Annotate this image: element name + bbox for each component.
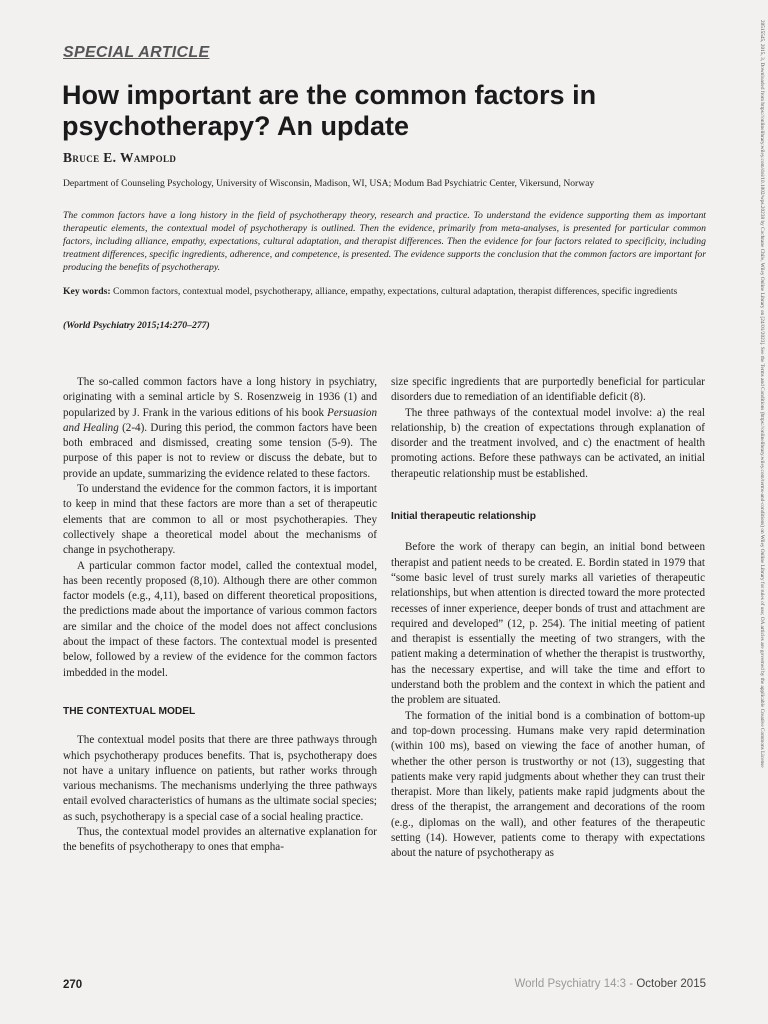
issue-date: October 2015 bbox=[636, 978, 706, 990]
journal-footer bbox=[514, 978, 706, 990]
paragraph: The formation of the initial bond is a combination of bottom-up and top-down processing. Humans make very rapid determination (within 100 ms), based on viewing the face of another human, of whether the other person is trustworthy or not (13), suggesting that patients make very rapid judgments about whether they can trust their therapist. More than likely, patients make rapid judgments about the dress of the therapist, the arrangement and decorations of the room (e.g., diplomas on the wall), and other features of the therapeutic setting (14). However, patients come to therapy with expectations about the nature of psychotherapy as bbox=[391, 709, 705, 860]
left-column bbox=[63, 375, 377, 856]
paragraph: size specific ingredients that are purportedly beneficial for particular disorders due to remediation of an identifiable deficit (8). bbox=[391, 376, 705, 404]
paragraph: A particular common factor model, called the contextual model, has been recently proposed (8,10). Although there are other common factor models (e.g., 4,11), based on different theoretical propositions, the predictions made about the importance of various common factors are similar and the choice of the model does not affect conclusions about the impact of these factors. The contextual model is presented below, followed by a review of the evidence for the common factors imbedded in the model. bbox=[63, 559, 377, 679]
section-heading: THE CONTEXTUAL MODEL bbox=[63, 705, 196, 717]
paragraph: To understand the evidence for the common factors, it is important to keep in mind that these factors are more than a set of therapeutic elements that are common to all or most psychotherapies. They collectively shape a theoretical model about the mechanisms of change in psychotherapy. bbox=[63, 483, 377, 557]
citation: (World Psychiatry 2015;14:270–277) bbox=[63, 320, 210, 331]
journal-name: World Psychiatry 14:3 bbox=[514, 978, 627, 990]
abstract: The common factors have a long history in the field of psychotherapy theory, research and practice. To understand the evidence supporting them as important therapeutic elements, the contextual model of psychotherapy is outlined. Then the evidence, primarily from meta-analyses, is presented for particular common factors, including alliance, empathy, expectations, cultural adaptation, and therapist differences. Then the evidence for four factors related to specificity, including treatment differences, specific ingredients, adherence, and competence, is presented. The evidence supports the conclusion that the common factors are important for producing the benefits of psychotherapy. bbox=[63, 210, 706, 273]
paragraph: Thus, the contextual model provides an alternative explanation for the benefits of psychotherapy to ones that empha- bbox=[63, 826, 377, 854]
paragraph: Before the work of therapy can begin, an initial bond between therapist and patient needs to be created. E. Bordin stated in 1979 that “some basic level of trust surely marks all varieties of therapeutic relationships, but when attention is directed toward the more protected recesses of inner experience, deeper bonds of trust and attachment are required and developed” (12, p. 254). The initial meeting of patient and therapist is essentially the meeting of two strangers, with the patient making a determination of whether the therapist is trustworthy, has the necessary expertise, and will take the time and effort to understand both the problem and the context in which the patient and the problem are situated. bbox=[391, 541, 705, 707]
paragraph: The contextual model posits that there are three pathways through which psychotherapy produces benefits. That is, psychotherapy does not have a unitary influence on patients, but rather works through various mechanisms. The mechanisms underlying the three pathways entail evolved characteristics of humans as the ultimate social species; as such, psychotherapy is a special case of a social healing practice. bbox=[63, 734, 377, 823]
keywords bbox=[63, 285, 706, 298]
keywords-text: Common factors, contextual model, psychotherapy, alliance, empathy, expectations, cultural adaptation, therapist differences, specific ingredients bbox=[113, 286, 678, 297]
right-column bbox=[391, 375, 705, 862]
paragraph-text: The so-called common factors have a long history in psychiatry, originating with a seminal article by S. Rosenzweig in 1936 (1) and popularized by J. Frank in the various editions of his book bbox=[63, 376, 377, 419]
download-notice-strip bbox=[757, 20, 765, 1010]
section-label: SPECIAL ARTICLE bbox=[63, 44, 210, 61]
author-affiliation: Department of Counseling Psychology, University of Wisconsin, Madison, WI, USA; Modum Bad Psychiatric Center, Vikersund, Norway bbox=[63, 178, 595, 189]
download-notice[interactable]: 20515545, 2015, 3, Downloaded from https://onlinelibrary.wiley.com/doi/10.1002/wps.20238 by Cochrane Chile, Wiley Online Library on [24/01/2023]. See the Terms and Conditions (https://onlinelibrary.wiley.com/terms-and-conditions) on Wiley Online Library for rules of use; OA articles are governed by the applicable Creative Commons License bbox=[759, 20, 765, 768]
page-number: 270 bbox=[63, 979, 83, 991]
footer-separator: - bbox=[626, 978, 637, 990]
author-name: Bruce E. Wampold bbox=[63, 150, 177, 165]
paragraph: The three pathways of the contextual model involve: a) the real relationship, b) the creation of expectations through explanation of disorder and the treatment involved, and c) the enactment of health promoting actions. Before these pathways can be activated, an initial therapeutic relationship must be established. bbox=[391, 406, 705, 480]
section-heading: Initial therapeutic relationship bbox=[391, 511, 536, 523]
keywords-label: Key words: bbox=[63, 286, 111, 297]
paragraph bbox=[63, 375, 377, 482]
paragraph-text: (2-4). During this period, the common factors have been both embraced and dismissed, creating some tension (5-9). The purpose of this paper is not to review or discuss the debate, but to provide an update, summarizing the evidence related to these factors. bbox=[63, 421, 377, 480]
book-title: Persuasion and Healing bbox=[63, 406, 377, 434]
article-title: How important are the common factors in psychotherapy? An update bbox=[62, 80, 597, 141]
